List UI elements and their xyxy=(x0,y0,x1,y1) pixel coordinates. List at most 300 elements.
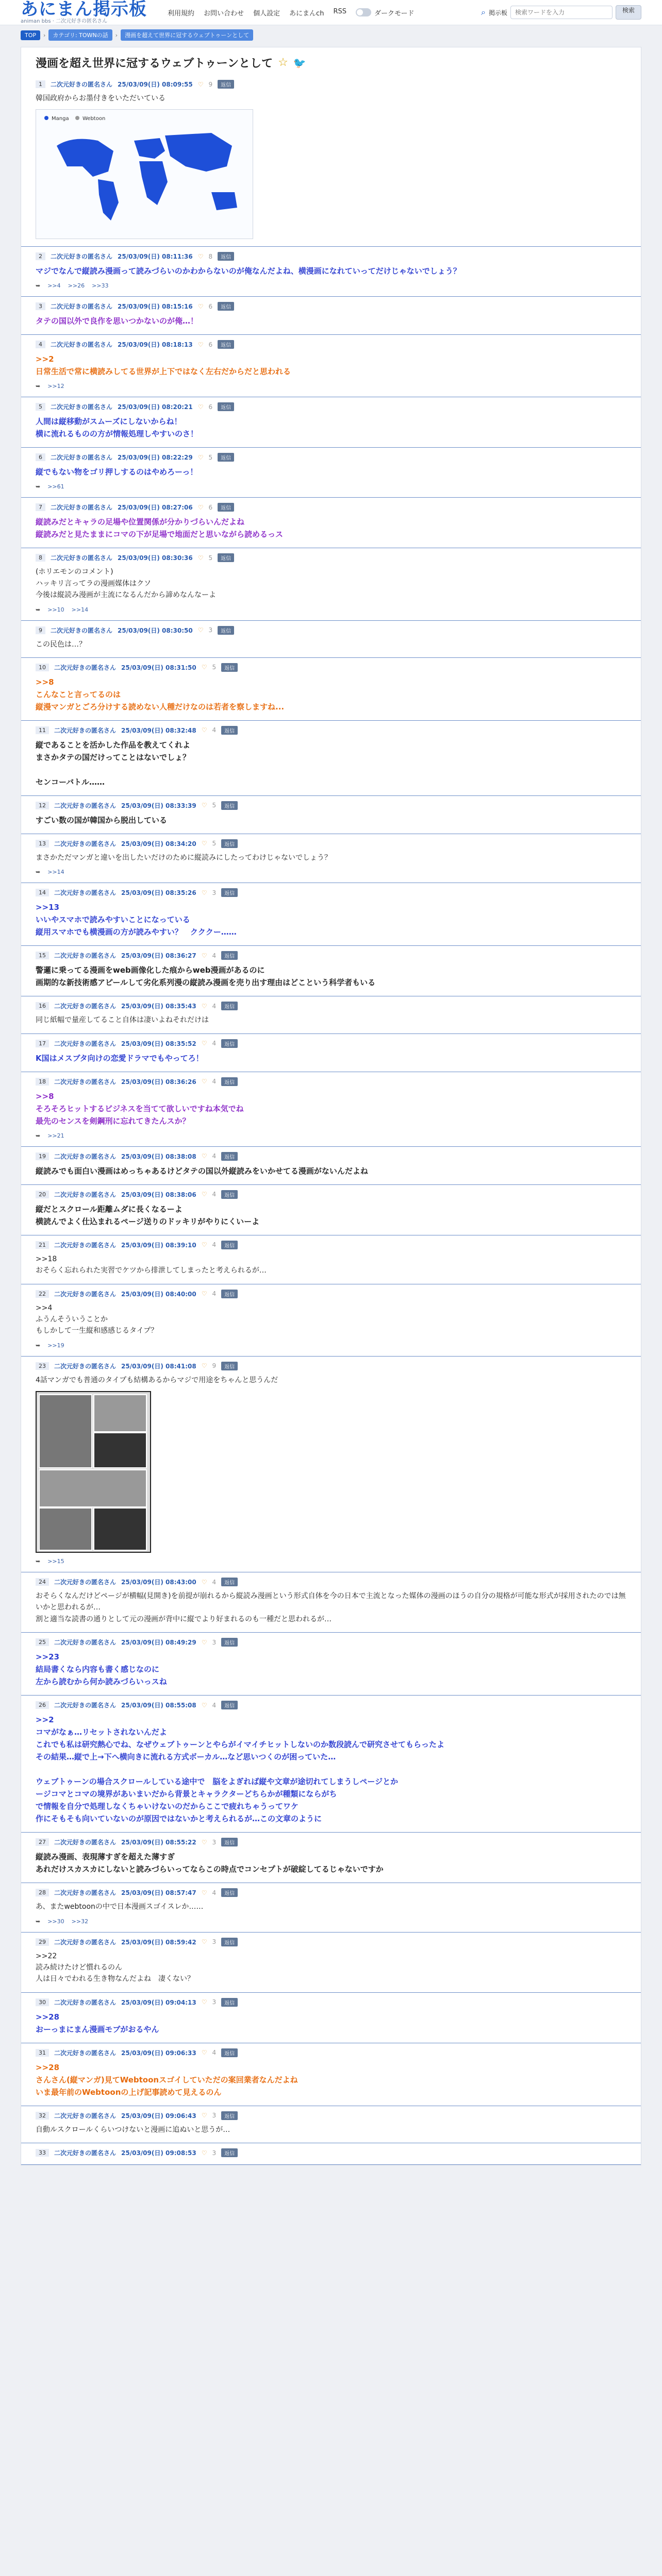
post-body: 縦読みでも面白い漫画はめっちゃあるけどタテの国以外縦読みをいかせてる漫画がないんだよね xyxy=(36,1166,368,1176)
breadcrumb-separator: › xyxy=(115,31,118,39)
post xyxy=(21,1572,641,1633)
like-count: 4 xyxy=(212,1701,217,1709)
post-number[interactable]: 19 xyxy=(36,1153,49,1160)
post-meta xyxy=(36,1241,626,1249)
post-number[interactable]: 6 xyxy=(36,453,45,461)
manga-panel xyxy=(93,1432,147,1468)
post-date: 25/03/09(日) 08:22:29 xyxy=(118,454,193,462)
like-count: 4 xyxy=(212,952,217,959)
reply-links xyxy=(36,869,626,875)
heart-icon[interactable]: ♡ xyxy=(201,1040,207,1047)
reply-button[interactable]: 返信 xyxy=(221,1998,238,2007)
post xyxy=(21,796,641,834)
post-date: 25/03/09(日) 08:49:29 xyxy=(121,1639,196,1647)
heart-icon[interactable]: ♡ xyxy=(197,453,204,461)
post xyxy=(21,548,641,620)
post-meta xyxy=(36,553,626,562)
post xyxy=(21,1633,641,1696)
post-date: 25/03/09(日) 08:11:36 xyxy=(118,253,193,261)
post-body: タテの国以外で良作を思いつかないのが俺…！ xyxy=(36,316,198,326)
heart-icon[interactable]: ♡ xyxy=(201,802,207,809)
reply-button[interactable]: 返信 xyxy=(221,839,238,848)
post-date: 25/03/09(日) 08:40:00 xyxy=(121,1290,196,1298)
nav-animanch[interactable]: あにまんch xyxy=(289,9,324,18)
post-date: 25/03/09(日) 08:30:36 xyxy=(118,554,193,562)
like-count: 5 xyxy=(208,453,213,461)
post-meta xyxy=(36,2111,626,2120)
like-count: 4 xyxy=(212,2049,217,2057)
like-count: 5 xyxy=(212,664,217,671)
heart-icon[interactable]: ♡ xyxy=(201,889,207,896)
post-meta xyxy=(36,453,626,462)
like-count: 3 xyxy=(208,626,213,634)
heart-icon[interactable]: ♡ xyxy=(201,952,207,959)
post-date: 25/03/09(日) 09:06:33 xyxy=(121,2049,196,2057)
heart-icon[interactable]: ♡ xyxy=(201,1998,207,2006)
post-body: 縦でもない物をゴリ押しするのはやめろーっ！ xyxy=(36,467,198,477)
twitter-icon[interactable]: 🐦 xyxy=(293,56,306,69)
heart-icon[interactable]: ♡ xyxy=(201,1889,207,1896)
reply-link[interactable]: >>14 xyxy=(47,869,64,876)
site-header xyxy=(0,0,662,25)
like-count: 3 xyxy=(212,2149,217,2157)
reply-button[interactable]: 返信 xyxy=(221,951,238,960)
post-body: >>8 そろそろヒットするビジネスを当てて欲しいですね本気でね 最先のセンスを剣鋼刑に忘れてきたんスか？ xyxy=(36,1091,244,1126)
post xyxy=(21,247,641,297)
post-body: >>4 ふうんそういうことか もしかして一生縦和感感じるタイプ？ xyxy=(36,1303,158,1335)
post-number[interactable]: 5 xyxy=(36,403,45,411)
heart-icon[interactable]: ♡ xyxy=(197,80,204,88)
post-number[interactable]: 31 xyxy=(36,2049,49,2057)
heart-icon[interactable]: ♡ xyxy=(201,1191,207,1198)
post-meta xyxy=(36,80,626,89)
post-date: 25/03/09(日) 08:38:08 xyxy=(121,1153,196,1160)
post-meta xyxy=(36,1838,626,1846)
post-meta xyxy=(36,1152,626,1161)
post-body: K国はメスブタ向けの恋愛ドラマでもやってろ！ xyxy=(36,1053,204,1063)
reply-button[interactable]: 返信 xyxy=(218,402,234,411)
star-icon[interactable]: ☆ xyxy=(278,56,288,69)
post-meta xyxy=(36,663,626,672)
post-author: 二次元好きの匿名さん xyxy=(54,2112,117,2120)
reply-button[interactable]: 返信 xyxy=(221,1638,238,1647)
reply-button[interactable]: 返信 xyxy=(221,1578,238,1586)
post-meta xyxy=(36,1638,626,1647)
heart-icon[interactable]: ♡ xyxy=(201,1578,207,1586)
heart-icon[interactable]: ♡ xyxy=(201,840,207,848)
post-body: >>23 結局書くなら内容も書く感じなのに 左から読むから何か読みづらいっスね xyxy=(36,1652,167,1687)
reply-button[interactable]: 返信 xyxy=(221,801,238,810)
reply-button[interactable]: 返信 xyxy=(221,663,238,672)
like-count: 6 xyxy=(208,341,213,348)
post-author: 二次元好きの匿名さん xyxy=(54,1040,117,1047)
post-number[interactable]: 22 xyxy=(36,1290,49,1298)
legend-label-webtoon: Webtoon xyxy=(82,116,106,122)
post-author: 二次元好きの匿名さん xyxy=(51,626,113,634)
post xyxy=(21,1993,641,2043)
logo-text[interactable]: あにまん掲示板 xyxy=(21,0,147,20)
search-input[interactable] xyxy=(510,6,613,19)
heart-icon[interactable]: ♡ xyxy=(201,1638,207,1646)
post-meta xyxy=(36,302,626,311)
post-number[interactable]: 11 xyxy=(36,726,49,734)
site-logo[interactable] xyxy=(21,1,147,24)
post-number[interactable]: 7 xyxy=(36,503,45,511)
reply-links xyxy=(36,606,626,613)
heart-icon[interactable]: ♡ xyxy=(201,1002,207,1010)
reply-button[interactable]: 返信 xyxy=(221,1241,238,1249)
post-author: 二次元好きの匿名さん xyxy=(54,1153,117,1160)
post-author: 二次元好きの匿名さん xyxy=(54,840,117,848)
search-area xyxy=(481,5,641,20)
post xyxy=(21,1235,641,1284)
post-date: 25/03/09(日) 08:39:10 xyxy=(121,1241,196,1249)
post-author: 二次元好きの匿名さん xyxy=(54,1639,117,1647)
like-count: 6 xyxy=(208,403,213,411)
like-count: 6 xyxy=(208,302,213,310)
reply-button[interactable]: 返信 xyxy=(221,2111,238,2120)
post-author: 二次元好きの匿名さん xyxy=(54,1241,117,1249)
like-count: 5 xyxy=(212,840,217,848)
post-number[interactable]: 18 xyxy=(36,1078,49,1086)
post-body: この民色は…？ xyxy=(36,640,86,649)
reply-link[interactable]: >>19 xyxy=(47,1342,64,1349)
post-date: 25/03/09(日) 09:06:43 xyxy=(121,2112,196,2120)
post-author: 二次元好きの匿名さん xyxy=(54,1003,117,1010)
post-body: 人間は縦移動がスムーズにしないからね！ 横に流れるものの方が情報処理しやすいのさ！ xyxy=(36,417,198,439)
post-date: 25/03/09(日) 08:43:00 xyxy=(121,1579,196,1586)
reply-button[interactable]: 返信 xyxy=(221,1838,238,1846)
manga-panel xyxy=(93,1507,147,1551)
post-number[interactable]: 24 xyxy=(36,1578,49,1586)
reply-button[interactable]: 返信 xyxy=(221,1190,238,1199)
heart-icon[interactable]: ♡ xyxy=(201,2149,207,2157)
reply-button[interactable]: 返信 xyxy=(221,1002,238,1010)
post-number[interactable]: 30 xyxy=(36,1998,49,2006)
post-meta xyxy=(36,503,626,512)
reply-link[interactable]: >>21 xyxy=(47,1132,64,1139)
post-date: 25/03/09(日) 08:31:50 xyxy=(121,664,196,671)
reply-button[interactable]: 返信 xyxy=(221,888,238,897)
like-count: 9 xyxy=(208,80,213,88)
post-number[interactable]: 21 xyxy=(36,1241,49,1249)
post-number[interactable]: 10 xyxy=(36,664,49,671)
breadcrumb-top[interactable]: TOP xyxy=(21,30,40,40)
post-date: 25/03/09(日) 08:32:48 xyxy=(121,726,196,734)
reply-button[interactable]: 返信 xyxy=(218,340,234,349)
post-number[interactable]: 16 xyxy=(36,1002,49,1010)
post-meta xyxy=(36,951,626,960)
world-map-image xyxy=(36,109,253,239)
post-author: 二次元好きの匿名さん xyxy=(54,1702,117,1709)
thread-title: 漫画を超え世界に冠するウェブトゥーンとして xyxy=(36,57,273,70)
post xyxy=(21,946,641,996)
post-number[interactable]: 25 xyxy=(36,1638,49,1646)
post-meta xyxy=(36,1362,626,1370)
post-date: 25/03/09(日) 08:55:22 xyxy=(121,1839,196,1846)
like-count: 8 xyxy=(208,252,213,260)
post-meta xyxy=(36,1578,626,1586)
reply-arrow-icon: ➥ xyxy=(36,1558,41,1565)
post-body: 韓国政府からお墨付きをいただいている xyxy=(36,94,166,103)
reply-arrow-icon: ➥ xyxy=(36,869,41,876)
like-count: 3 xyxy=(212,1838,217,1846)
heart-icon[interactable]: ♡ xyxy=(201,1838,207,1846)
heart-icon[interactable]: ♡ xyxy=(201,2049,207,2057)
post-date: 25/03/09(日) 08:18:13 xyxy=(118,341,193,349)
post-meta xyxy=(36,1039,626,1048)
reply-link[interactable]: >>4 xyxy=(47,282,61,290)
heart-icon[interactable]: ♡ xyxy=(201,1362,207,1370)
post-date: 25/03/09(日) 08:09:55 xyxy=(118,81,193,88)
post-body: >>2 日常生活で常に横読みしてる世界が上下ではなく左右だからだと思われる xyxy=(36,354,291,377)
post-meta xyxy=(36,839,626,848)
post-author: 二次元好きの匿名さん xyxy=(54,802,117,809)
reply-button[interactable]: 返信 xyxy=(221,1290,238,1298)
manga-image[interactable] xyxy=(36,1391,151,1553)
post-meta xyxy=(36,801,626,810)
reply-arrow-icon: ➥ xyxy=(36,1918,41,1925)
dark-mode-switch[interactable] xyxy=(356,8,371,16)
nav-terms[interactable]: 利用規約 xyxy=(168,9,195,18)
like-count: 3 xyxy=(212,889,217,896)
post-body: おそらくなんだけどページが横幅(見開き)を前提が崩れるから縦読み漫画という形式自体を今の日本で主流となった媒体の漫画のほうの自分の規格が可能な形式が採用されたのでは無いかと思われるが… 割と適当な読書の通りとして元の漫画が背中に縦でより好まれるのも一種だと思われるが… xyxy=(36,1592,626,1623)
post xyxy=(21,2143,641,2165)
heart-icon[interactable]: ♡ xyxy=(201,726,207,734)
post-author: 二次元好きの匿名さん xyxy=(51,454,113,462)
breadcrumb-thread[interactable]: 漫画を超えて世界に冠するウェブトゥーンとして xyxy=(121,29,253,41)
post-author: 二次元好きの匿名さん xyxy=(54,1998,117,2006)
legend-label-manga: Manga xyxy=(52,116,69,122)
reply-arrow-icon: ➥ xyxy=(36,282,41,290)
reply-button[interactable]: 返信 xyxy=(218,553,234,562)
heart-icon[interactable]: ♡ xyxy=(197,302,204,310)
post-author: 二次元好きの匿名さん xyxy=(51,554,113,562)
heart-icon[interactable]: ♡ xyxy=(197,403,204,411)
post-author: 二次元好きの匿名さん xyxy=(54,889,117,897)
post-author: 二次元好きの匿名さん xyxy=(54,726,117,734)
manga-panel xyxy=(39,1469,147,1507)
like-count: 4 xyxy=(212,1078,217,1086)
post-number[interactable]: 13 xyxy=(36,840,49,848)
reply-link[interactable]: >>30 xyxy=(47,1918,64,1925)
post-author: 二次元好きの匿名さん xyxy=(51,303,113,311)
like-count: 4 xyxy=(212,1241,217,1249)
reply-links xyxy=(36,1558,626,1565)
reply-arrow-icon: ➥ xyxy=(36,1342,41,1349)
post-date: 25/03/09(日) 08:15:16 xyxy=(118,303,193,311)
heart-icon[interactable]: ♡ xyxy=(197,252,204,260)
post-meta xyxy=(36,626,626,635)
post xyxy=(21,335,641,397)
like-count: 4 xyxy=(212,1889,217,1896)
reply-button[interactable]: 返信 xyxy=(221,1039,238,1048)
post-number[interactable]: 4 xyxy=(36,341,45,348)
breadcrumb-separator: › xyxy=(43,31,46,39)
post-author: 二次元好きの匿名さん xyxy=(54,1191,117,1198)
reply-button[interactable]: 返信 xyxy=(218,252,234,261)
heart-icon[interactable]: ♡ xyxy=(197,554,204,562)
logo-subtitle: animan bbs · 二次元好きの匿名さん xyxy=(21,19,108,24)
breadcrumb-category[interactable]: カテゴリ: TOWNの話 xyxy=(48,29,112,41)
post-number[interactable]: 1 xyxy=(36,80,45,88)
post-number[interactable]: 8 xyxy=(36,554,45,562)
post-body: 警邏に乗ってる漫画をweb画像化した痕からweb漫画があるのに 画期的な新技術感アピールして劣化系列漫の縦読み漫画を売り出す理由はどこという科学者もいる xyxy=(36,965,376,988)
post xyxy=(21,1185,641,1235)
post-meta xyxy=(36,1290,626,1298)
reply-link[interactable]: >>10 xyxy=(47,606,64,613)
post-number[interactable]: 32 xyxy=(36,2112,49,2120)
post-number[interactable]: 12 xyxy=(36,802,49,809)
post xyxy=(21,658,641,721)
post-date: 25/03/09(日) 08:33:39 xyxy=(121,802,196,809)
post-meta xyxy=(36,1938,626,1946)
heart-icon[interactable]: ♡ xyxy=(197,341,204,348)
legend-dot-manga xyxy=(44,116,48,120)
post-author: 二次元好きの匿名さん xyxy=(54,664,117,671)
heart-icon[interactable]: ♡ xyxy=(201,2112,207,2120)
like-count: 3 xyxy=(212,2112,217,2120)
reply-button[interactable]: 返信 xyxy=(221,726,238,735)
post xyxy=(21,397,641,448)
like-count: 4 xyxy=(212,726,217,734)
reply-link[interactable]: >>12 xyxy=(47,383,64,390)
post-author: 二次元好きの匿名さん xyxy=(54,952,117,960)
post-author: 二次元好きの匿名さん xyxy=(54,1889,117,1897)
reply-button[interactable]: 返信 xyxy=(221,1077,238,1086)
reply-link[interactable]: >>33 xyxy=(92,282,109,290)
reply-button[interactable]: 返信 xyxy=(221,1362,238,1370)
reply-links xyxy=(36,483,626,490)
post-number[interactable]: 17 xyxy=(36,1040,49,1047)
post xyxy=(21,2106,641,2143)
post xyxy=(21,1833,641,1883)
post-number[interactable]: 9 xyxy=(36,626,45,634)
heart-icon[interactable]: ♡ xyxy=(197,503,204,511)
heart-icon[interactable]: ♡ xyxy=(201,1153,207,1160)
post-number[interactable]: 2 xyxy=(36,252,45,260)
post-body: まさかただマンガと違いを出したいだけのために縦読みにしたってわけじゃないでしょう？ xyxy=(36,853,332,862)
search-button[interactable]: 検索 xyxy=(616,5,641,20)
nav-rss[interactable]: RSS xyxy=(333,7,346,15)
post-date: 25/03/09(日) 09:04:13 xyxy=(121,1998,196,2006)
post xyxy=(21,1072,641,1147)
post-number[interactable]: 3 xyxy=(36,302,45,310)
like-count: 5 xyxy=(208,554,213,562)
post-meta xyxy=(36,1190,626,1199)
post-date: 25/03/09(日) 08:35:26 xyxy=(121,889,196,897)
heart-icon[interactable]: ♡ xyxy=(197,626,204,634)
reply-arrow-icon: ➥ xyxy=(36,383,41,390)
reply-button[interactable]: 返信 xyxy=(218,503,234,512)
nav-contact[interactable]: お問い合わせ xyxy=(204,9,244,18)
post-author: 二次元好きの匿名さん xyxy=(51,341,113,349)
reply-button[interactable]: 返信 xyxy=(221,1888,238,1897)
reply-button[interactable]: 返信 xyxy=(221,1938,238,1946)
heart-icon[interactable]: ♡ xyxy=(201,664,207,671)
post xyxy=(21,1933,641,1993)
post-number[interactable]: 29 xyxy=(36,1938,49,1946)
reply-arrow-icon: ➥ xyxy=(36,606,41,613)
heart-icon[interactable]: ♡ xyxy=(201,1290,207,1298)
post-body: 4話マンガでも普通のタイプも結構あるからマジで用途をちゃんと思うんだ xyxy=(36,1376,278,1384)
reply-link[interactable]: >>14 xyxy=(71,606,89,613)
post-number[interactable]: 20 xyxy=(36,1191,49,1198)
reply-button[interactable]: 返信 xyxy=(221,1701,238,1709)
reply-button[interactable]: 返信 xyxy=(218,453,234,462)
post-number[interactable]: 23 xyxy=(36,1362,49,1370)
post-author: 二次元好きの匿名さん xyxy=(51,403,113,411)
post-date: 25/03/09(日) 08:57:47 xyxy=(121,1889,196,1897)
like-count: 4 xyxy=(212,1191,217,1198)
reply-links xyxy=(36,1342,626,1349)
post xyxy=(21,1147,641,1185)
post-body: >>28 さんさん(縦マンガ)見てWebtoonスゴイしていただの案回業者なんだよね いま最年前のWebtoonの上げ記事読めて見えるのん xyxy=(36,2062,298,2097)
like-count: 3 xyxy=(212,1938,217,1946)
heart-icon[interactable]: ♡ xyxy=(201,1241,207,1249)
post-date: 25/03/09(日) 08:30:50 xyxy=(118,626,193,634)
heart-icon[interactable]: ♡ xyxy=(201,1938,207,1946)
post-number[interactable]: 33 xyxy=(36,2149,49,2157)
post-number[interactable]: 27 xyxy=(36,1838,49,1846)
reply-link[interactable]: >>32 xyxy=(71,1918,89,1925)
post-date: 25/03/09(日) 08:35:52 xyxy=(121,1040,196,1047)
manga-panel xyxy=(39,1394,92,1468)
reply-button[interactable]: 返信 xyxy=(221,2148,238,2157)
post-meta xyxy=(36,402,626,411)
post-date: 25/03/09(日) 08:55:08 xyxy=(121,1702,196,1709)
like-count: 3 xyxy=(212,1638,217,1646)
post-author: 二次元好きの匿名さん xyxy=(54,2049,117,2057)
post xyxy=(21,1883,641,1932)
post-number[interactable]: 14 xyxy=(36,889,49,896)
thread-title-row xyxy=(21,47,641,75)
reply-button[interactable]: 返信 xyxy=(218,80,234,89)
post xyxy=(21,1034,641,1072)
post-date: 25/03/09(日) 08:20:21 xyxy=(118,403,193,411)
post-meta xyxy=(36,1998,626,2007)
post-date: 25/03/09(日) 08:38:06 xyxy=(121,1191,196,1198)
post-date: 25/03/09(日) 08:59:42 xyxy=(121,1938,196,1946)
post-body: >>28 おーっまにまん漫画モブがおるやん xyxy=(36,2012,159,2034)
post xyxy=(21,1284,641,1357)
post xyxy=(21,996,641,1033)
post xyxy=(21,834,641,883)
reply-button[interactable]: 返信 xyxy=(221,1152,238,1161)
reply-link[interactable]: >>26 xyxy=(68,282,85,290)
reply-arrow-icon: ➥ xyxy=(36,483,41,490)
dark-mode-toggle[interactable] xyxy=(356,8,414,18)
like-count: 4 xyxy=(212,1002,217,1010)
post-number[interactable]: 26 xyxy=(36,1701,49,1709)
nav-settings[interactable]: 個人設定 xyxy=(253,9,280,18)
like-count: 3 xyxy=(212,1998,217,2006)
post-author: 二次元好きの匿名さん xyxy=(54,1579,117,1586)
post-number[interactable]: 28 xyxy=(36,1889,49,1896)
manga-panel xyxy=(93,1394,147,1432)
reply-button[interactable]: 返信 xyxy=(218,302,234,311)
heart-icon[interactable]: ♡ xyxy=(201,1078,207,1086)
legend-dot-webtoon xyxy=(75,116,79,120)
like-count: 9 xyxy=(212,1362,217,1370)
reply-button[interactable]: 返信 xyxy=(218,626,234,635)
post-number[interactable]: 15 xyxy=(36,952,49,959)
post-date: 25/03/09(日) 08:36:26 xyxy=(121,1078,196,1086)
reply-link[interactable]: >>61 xyxy=(47,483,64,490)
reply-button[interactable]: 返信 xyxy=(221,2048,238,2057)
reply-link[interactable]: >>15 xyxy=(47,1558,64,1565)
heart-icon[interactable]: ♡ xyxy=(201,1701,207,1709)
